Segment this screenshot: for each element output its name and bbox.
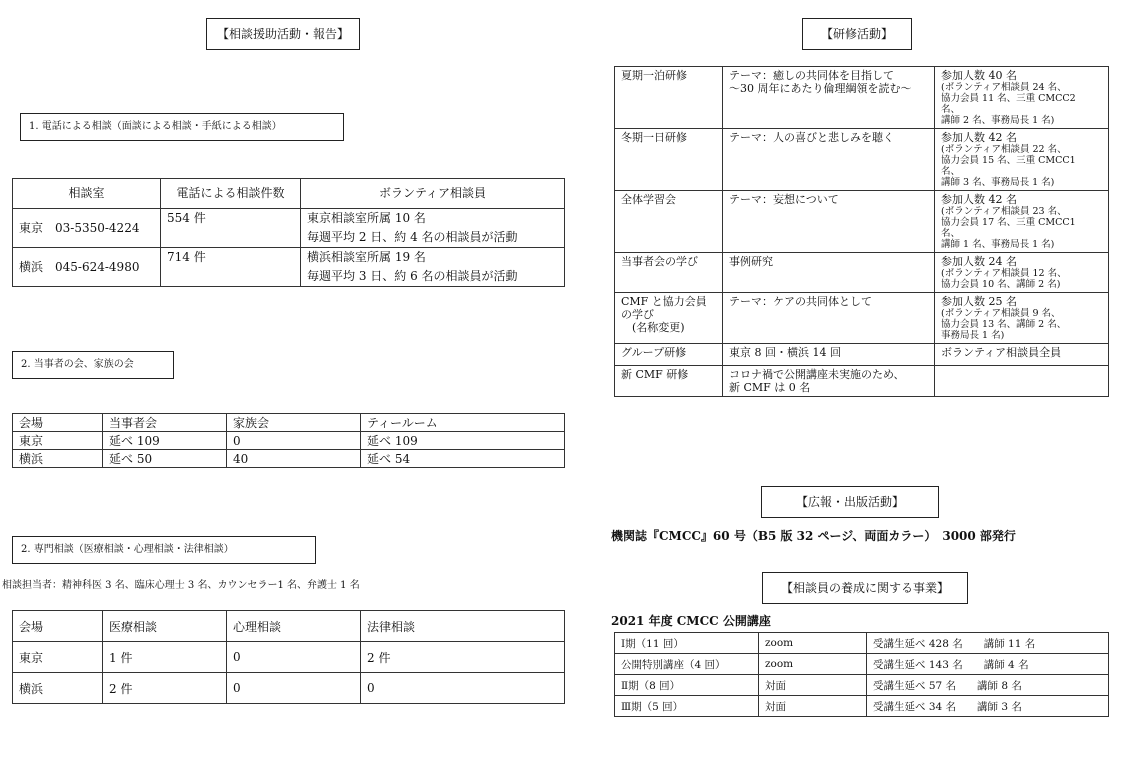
table-cell: 延べ 54 — [361, 450, 565, 468]
table-cell: 0 — [227, 673, 361, 704]
header-cell: 当事者会 — [103, 414, 227, 432]
table-row — [13, 642, 565, 673]
section3-label: 2. 専門相談（医療相談・心理相談・法律相談） — [12, 536, 316, 564]
pr-text: 機関誌『CMCC』60 号（B5 版 32 ページ、両面カラー） 3000 部発行 — [611, 529, 1016, 543]
specialist-consultation-table — [12, 610, 565, 704]
header-cell: 家族会 — [227, 414, 361, 432]
staff-line: 東京相談室所属 10 名 — [307, 211, 426, 225]
table-header-row — [13, 414, 565, 432]
training-people-cell — [935, 191, 1109, 253]
header-room: 相談室 — [13, 179, 161, 209]
staff-line: 毎週平均 2 日、約 4 名の相談員が活動 — [307, 230, 518, 244]
training-row — [615, 293, 1109, 344]
header-cell: 医療相談 — [103, 611, 227, 642]
table-row — [13, 673, 565, 704]
training-people-cell — [935, 344, 1109, 366]
room-cell: 東京 03-5350-4224 — [13, 209, 161, 248]
participants-count: 参加人数 25 名 — [941, 295, 1017, 308]
course-format-cell: 対面 — [759, 696, 867, 717]
header-count: 電話による相談件数 — [161, 179, 301, 209]
training-row — [615, 67, 1109, 129]
course-term-cell: Ⅱ期（8 回） — [615, 675, 759, 696]
training-title: 【研修活動】 — [802, 18, 912, 50]
training-people-cell — [935, 293, 1109, 344]
course-term-cell: Ⅰ期（11 回） — [615, 633, 759, 654]
training-theme-cell: テーマ：妄想について — [723, 191, 935, 253]
training-people-cell — [935, 129, 1109, 191]
training-name-cell: 全体学習会 — [615, 191, 723, 253]
header-cell: 心理相談 — [227, 611, 361, 642]
training-theme-cell: テーマ：ケアの共同体として — [723, 293, 935, 344]
table-cell: 東京 — [13, 432, 103, 450]
training-table — [614, 66, 1109, 397]
training-name-cell: グループ研修 — [615, 344, 723, 366]
course-stats-cell: 受講生延べ 143 名 講師 4 名 — [867, 654, 1109, 675]
self-help-group-table — [12, 413, 565, 468]
section1-label: 1. 電話による相談（面談による相談・手紙による相談） — [20, 113, 344, 141]
training-theme-cell: テーマ：人の喜びと悲しみを聴く — [723, 129, 935, 191]
training-row — [615, 253, 1109, 293]
training-people-cell — [935, 366, 1109, 397]
participants-detail: (ボランティア相談員 24 名、 協力会員 11 名、三重 CMCC2 名、 講師 2 名、事務局長 1 名) — [941, 82, 1076, 126]
training-name-cell: CMF と協力会員 の学び (名称変更) — [615, 293, 723, 344]
training-row — [615, 129, 1109, 191]
table-row — [13, 209, 565, 248]
public-course-table — [614, 632, 1109, 717]
course-format-cell: 対面 — [759, 675, 867, 696]
staff-cell — [301, 248, 565, 287]
staff-line: 横浜相談室所属 19 名 — [307, 250, 426, 264]
table-row — [13, 450, 565, 468]
course-format-cell: zoom — [759, 654, 867, 675]
table-row — [13, 432, 565, 450]
pr-title: 【広報・出版活動】 — [761, 486, 939, 518]
table-cell: 0 — [361, 673, 565, 704]
training-row — [615, 191, 1109, 253]
header-cell: ティールーム — [361, 414, 565, 432]
table-cell: 2 件 — [361, 642, 565, 673]
course-heading: 2021 年度 CMCC 公開講座 — [611, 614, 771, 628]
participants-detail: (ボランティア相談員 22 名、 協力会員 15 名、三重 CMCC1 名、 講師 3 名、事務局長 1 名) — [941, 144, 1076, 188]
table-row — [13, 248, 565, 287]
participants-count: 参加人数 40 名 — [941, 69, 1017, 82]
table-cell: 延べ 109 — [361, 432, 565, 450]
table-cell: 40 — [227, 450, 361, 468]
participants-detail: (ボランティア相談員 12 名、 協力会員 10 名、講師 2 名) — [941, 268, 1067, 290]
table-cell: 0 — [227, 642, 361, 673]
staff-line: 毎週平均 3 日、約 6 名の相談員が活動 — [307, 269, 518, 283]
participants-count: 参加人数 24 名 — [941, 255, 1017, 268]
training-theme-cell: テーマ：癒しの共同体を目指して ～30 周年にあたり倫理綱領を読む～ — [723, 67, 935, 129]
participants-count: ボランティア相談員全員 — [941, 346, 1062, 359]
participants-count: 参加人数 42 名 — [941, 131, 1017, 144]
table-cell: 延べ 109 — [103, 432, 227, 450]
training-row — [615, 344, 1109, 366]
participants-detail: (ボランティア相談員 9 名、 協力会員 13 名、講師 2 名、 事務局長 1 名) — [941, 308, 1067, 341]
phone-consultation-table — [12, 178, 565, 287]
room-cell: 横浜 045-624-4980 — [13, 248, 161, 287]
course-row — [615, 633, 1109, 654]
header-cell: 法律相談 — [361, 611, 565, 642]
count-cell: 714 件 — [161, 248, 301, 287]
participants-count: 参加人数 42 名 — [941, 193, 1017, 206]
training-theme-cell: 事例研究 — [723, 253, 935, 293]
course-row — [615, 675, 1109, 696]
table-cell: 東京 — [13, 642, 103, 673]
course-stats-cell: 受講生延べ 57 名 講師 8 名 — [867, 675, 1109, 696]
consultation-report-title: 【相談援助活動・報告】 — [206, 18, 360, 50]
course-term-cell: 公開特別講座（4 回） — [615, 654, 759, 675]
training-theme-cell: 東京 8 回・横浜 14 回 — [723, 344, 935, 366]
participants-detail: (ボランティア相談員 23 名、 協力会員 17 名、三重 CMCC1 名、 講師 1 名、事務局長 1 名) — [941, 206, 1076, 250]
training-people-cell — [935, 253, 1109, 293]
count-cell: 554 件 — [161, 209, 301, 248]
course-row — [615, 654, 1109, 675]
table-header-row — [13, 611, 565, 642]
specialist-note: 相談担当者：精神科医 3 名、臨床心理士 3 名、カウンセラー1 名、弁護士 1 名 — [2, 580, 360, 591]
course-stats-cell: 受講生延べ 34 名 講師 3 名 — [867, 696, 1109, 717]
training-row — [615, 366, 1109, 397]
section2-label: 2. 当事者の会、家族の会 — [12, 351, 174, 379]
course-stats-cell: 受講生延べ 428 名 講師 11 名 — [867, 633, 1109, 654]
table-cell: 延べ 50 — [103, 450, 227, 468]
training-name-cell: 当事者会の学び — [615, 253, 723, 293]
course-term-cell: Ⅲ期（5 回） — [615, 696, 759, 717]
table-header-row — [13, 179, 565, 209]
header-cell: 会場 — [13, 611, 103, 642]
course-format-cell: zoom — [759, 633, 867, 654]
table-cell: 横浜 — [13, 673, 103, 704]
table-cell: 1 件 — [103, 642, 227, 673]
training-people-cell — [935, 67, 1109, 129]
course-title: 【相談員の養成に関する事業】 — [762, 572, 968, 604]
table-cell: 横浜 — [13, 450, 103, 468]
staff-cell — [301, 209, 565, 248]
header-cell: 会場 — [13, 414, 103, 432]
course-row — [615, 696, 1109, 717]
table-cell: 0 — [227, 432, 361, 450]
training-name-cell: 新 CMF 研修 — [615, 366, 723, 397]
training-name-cell: 夏期一泊研修 — [615, 67, 723, 129]
header-staff: ボランティア相談員 — [301, 179, 565, 209]
training-theme-cell: コロナ禍で公開講座未実施のため、 新 CMF は 0 名 — [723, 366, 935, 397]
table-cell: 2 件 — [103, 673, 227, 704]
training-name-cell: 冬期一日研修 — [615, 129, 723, 191]
